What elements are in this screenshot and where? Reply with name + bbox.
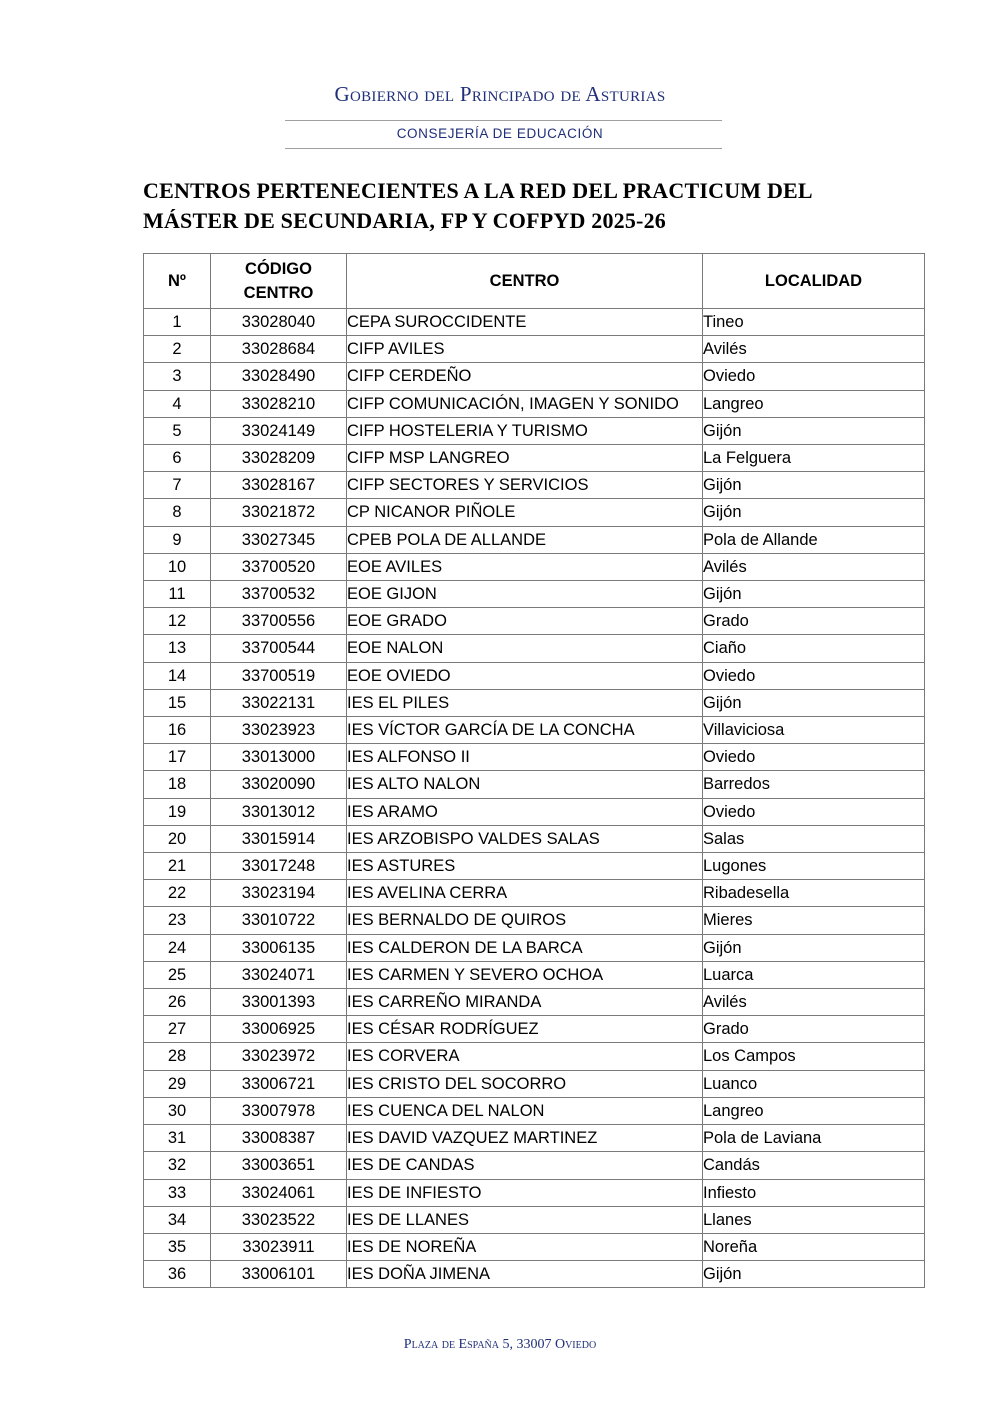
center-code: 33023923	[211, 717, 347, 744]
table-row	[144, 853, 925, 880]
center-locality: Llanes	[703, 1206, 925, 1233]
row-number: 22	[144, 880, 211, 907]
column-header-code	[211, 254, 347, 309]
center-locality: Pola de Allande	[703, 526, 925, 553]
center-locality: Gijón	[703, 472, 925, 499]
center-locality: Ribadesella	[703, 880, 925, 907]
table-row	[144, 417, 925, 444]
center-code: 33007978	[211, 1097, 347, 1124]
row-number: 21	[144, 853, 211, 880]
center-name: CIFP COMUNICACIÓN, IMAGEN Y SONIDO	[347, 390, 703, 417]
table-row	[144, 336, 925, 363]
center-locality: Avilés	[703, 989, 925, 1016]
table-row	[144, 608, 925, 635]
row-number: 17	[144, 744, 211, 771]
center-locality: Oviedo	[703, 662, 925, 689]
row-number: 31	[144, 1125, 211, 1152]
row-number: 12	[144, 608, 211, 635]
center-locality: Langreo	[703, 390, 925, 417]
center-name: IES DE NOREÑA	[347, 1233, 703, 1260]
center-name: IES VÍCTOR GARCÍA DE LA CONCHA	[347, 717, 703, 744]
center-name: CIFP AVILES	[347, 336, 703, 363]
table-row	[144, 635, 925, 662]
center-code: 33700532	[211, 581, 347, 608]
center-name: IES DE INFIESTO	[347, 1179, 703, 1206]
row-number: 11	[144, 581, 211, 608]
department-name: CONSEJERÍA DE EDUCACIÓN	[396, 126, 604, 141]
table-row	[144, 581, 925, 608]
row-number: 9	[144, 526, 211, 553]
center-name: EOE GIJON	[347, 581, 703, 608]
center-code: 33700544	[211, 635, 347, 662]
center-locality: Candás	[703, 1152, 925, 1179]
row-number: 25	[144, 961, 211, 988]
center-locality: Oviedo	[703, 744, 925, 771]
row-number: 3	[144, 363, 211, 390]
center-name: IES ALTO NALON	[347, 771, 703, 798]
table-row	[144, 526, 925, 553]
center-name: IES CÉSAR RODRÍGUEZ	[347, 1016, 703, 1043]
center-code: 33700520	[211, 553, 347, 580]
center-name: CPEB POLA DE ALLANDE	[347, 526, 703, 553]
row-number: 34	[144, 1206, 211, 1233]
center-name: IES CORVERA	[347, 1043, 703, 1070]
table-row	[144, 907, 925, 934]
document-title	[143, 176, 858, 236]
center-code: 33022131	[211, 689, 347, 716]
row-number: 29	[144, 1070, 211, 1097]
center-name: IES CUENCA DEL NALON	[347, 1097, 703, 1124]
center-locality: Mieres	[703, 907, 925, 934]
row-number: 35	[144, 1233, 211, 1260]
center-code: 33027345	[211, 526, 347, 553]
table-row	[144, 771, 925, 798]
center-locality: Grado	[703, 1016, 925, 1043]
center-locality: Ciaño	[703, 635, 925, 662]
row-number: 36	[144, 1261, 211, 1288]
center-code: 33001393	[211, 989, 347, 1016]
header-divider-top	[285, 120, 722, 121]
center-locality: Gijón	[703, 417, 925, 444]
center-code: 33023522	[211, 1206, 347, 1233]
center-locality: Avilés	[703, 336, 925, 363]
document-title-line-2: MÁSTER DE SECUNDARIA, FP Y COFPYD 2025-26	[143, 208, 666, 233]
row-number: 30	[144, 1097, 211, 1124]
center-name: IES CARMEN Y SEVERO OCHOA	[347, 961, 703, 988]
center-code: 33028209	[211, 445, 347, 472]
center-locality: Gijón	[703, 581, 925, 608]
center-locality: Luarca	[703, 961, 925, 988]
center-code: 33013000	[211, 744, 347, 771]
center-name: CIFP CERDEÑO	[347, 363, 703, 390]
center-locality: Noreña	[703, 1233, 925, 1260]
center-code: 33023194	[211, 880, 347, 907]
table-header-row	[144, 254, 925, 309]
center-name: CIFP HOSTELERIA Y TURISMO	[347, 417, 703, 444]
table-row	[144, 1125, 925, 1152]
table-row	[144, 1070, 925, 1097]
document-title-line-1: CENTROS PERTENECIENTES A LA RED DEL PRACTICUM DEL	[143, 178, 813, 203]
table-row	[144, 1152, 925, 1179]
center-code: 33015914	[211, 825, 347, 852]
center-name: IES ARZOBISPO VALDES SALAS	[347, 825, 703, 852]
column-header-code-line-1: CÓDIGO	[245, 260, 312, 278]
center-name: IES ASTURES	[347, 853, 703, 880]
center-code: 33003651	[211, 1152, 347, 1179]
center-locality: Los Campos	[703, 1043, 925, 1070]
center-code: 33006101	[211, 1261, 347, 1288]
row-number: 2	[144, 336, 211, 363]
row-number: 5	[144, 417, 211, 444]
center-name: IES BERNALDO DE QUIROS	[347, 907, 703, 934]
center-name: IES AVELINA CERRA	[347, 880, 703, 907]
center-locality: Gijón	[703, 689, 925, 716]
center-name: IES CARREÑO MIRANDA	[347, 989, 703, 1016]
row-number: 14	[144, 662, 211, 689]
table-row	[144, 961, 925, 988]
center-code: 33700519	[211, 662, 347, 689]
table-row	[144, 1261, 925, 1288]
center-code: 33010722	[211, 907, 347, 934]
table-row	[144, 390, 925, 417]
center-name: CIFP MSP LANGREO	[347, 445, 703, 472]
table-row	[144, 1016, 925, 1043]
table-row	[144, 309, 925, 336]
row-number: 16	[144, 717, 211, 744]
table-row	[144, 363, 925, 390]
center-code: 33028490	[211, 363, 347, 390]
center-code: 33700556	[211, 608, 347, 635]
center-locality: Salas	[703, 825, 925, 852]
center-code: 33028210	[211, 390, 347, 417]
organization-name: Gobierno del Principado de Asturias	[334, 82, 666, 106]
row-number: 7	[144, 472, 211, 499]
center-name: IES DE LLANES	[347, 1206, 703, 1233]
row-number: 19	[144, 798, 211, 825]
center-locality: Gijón	[703, 934, 925, 961]
row-number: 27	[144, 1016, 211, 1043]
center-code: 33028167	[211, 472, 347, 499]
center-name: CIFP SECTORES Y SERVICIOS	[347, 472, 703, 499]
table-row	[144, 825, 925, 852]
table-row	[144, 689, 925, 716]
center-name: IES DE CANDAS	[347, 1152, 703, 1179]
footer-address: Plaza de España 5, 33007 Oviedo	[403, 1337, 597, 1352]
center-name: IES DOÑA JIMENA	[347, 1261, 703, 1288]
row-number: 6	[144, 445, 211, 472]
center-code: 33021872	[211, 499, 347, 526]
row-number: 33	[144, 1179, 211, 1206]
center-name: IES CRISTO DEL SOCORRO	[347, 1070, 703, 1097]
row-number: 13	[144, 635, 211, 662]
row-number: 20	[144, 825, 211, 852]
table-row	[144, 553, 925, 580]
center-code: 33023911	[211, 1233, 347, 1260]
center-code: 33028684	[211, 336, 347, 363]
center-locality: La Felguera	[703, 445, 925, 472]
center-name: EOE GRADO	[347, 608, 703, 635]
center-locality: Luanco	[703, 1070, 925, 1097]
table-body	[144, 309, 925, 1288]
table-row	[144, 717, 925, 744]
center-code: 33024071	[211, 961, 347, 988]
center-code: 33006721	[211, 1070, 347, 1097]
center-locality: Avilés	[703, 553, 925, 580]
center-locality: Gijón	[703, 499, 925, 526]
row-number: 1	[144, 309, 211, 336]
center-locality: Pola de Laviana	[703, 1125, 925, 1152]
table-row	[144, 880, 925, 907]
center-code: 33024061	[211, 1179, 347, 1206]
header-divider-bottom	[285, 148, 722, 149]
center-locality: Villaviciosa	[703, 717, 925, 744]
center-name: IES CALDERON DE LA BARCA	[347, 934, 703, 961]
table-row	[144, 989, 925, 1016]
table-row	[144, 499, 925, 526]
column-header-code-line-2: CENTRO	[243, 284, 314, 302]
center-code: 33028040	[211, 309, 347, 336]
center-name: IES DAVID VAZQUEZ MARTINEZ	[347, 1125, 703, 1152]
center-code: 33008387	[211, 1125, 347, 1152]
table-row	[144, 472, 925, 499]
center-locality: Oviedo	[703, 798, 925, 825]
row-number: 4	[144, 390, 211, 417]
table-row	[144, 1097, 925, 1124]
center-code: 33017248	[211, 853, 347, 880]
center-locality: Gijón	[703, 1261, 925, 1288]
centers-table	[143, 253, 925, 1288]
center-locality: Tineo	[703, 309, 925, 336]
center-locality: Grado	[703, 608, 925, 635]
table-row	[144, 934, 925, 961]
center-code: 33006925	[211, 1016, 347, 1043]
table-row	[144, 1233, 925, 1260]
column-header-number: Nº	[144, 254, 211, 309]
row-number: 23	[144, 907, 211, 934]
row-number: 32	[144, 1152, 211, 1179]
center-name: EOE NALON	[347, 635, 703, 662]
center-code: 33020090	[211, 771, 347, 798]
table-row	[144, 662, 925, 689]
table-row	[144, 1043, 925, 1070]
row-number: 15	[144, 689, 211, 716]
column-header-center: CENTRO	[347, 254, 703, 309]
center-name: IES ALFONSO II	[347, 744, 703, 771]
row-number: 24	[144, 934, 211, 961]
center-name: IES ARAMO	[347, 798, 703, 825]
center-locality: Langreo	[703, 1097, 925, 1124]
center-name: CEPA SUROCCIDENTE	[347, 309, 703, 336]
center-code: 33006135	[211, 934, 347, 961]
center-name: EOE AVILES	[347, 553, 703, 580]
center-code: 33023972	[211, 1043, 347, 1070]
center-name: IES EL PILES	[347, 689, 703, 716]
table-row	[144, 744, 925, 771]
row-number: 28	[144, 1043, 211, 1070]
table-row	[144, 1206, 925, 1233]
center-code: 33024149	[211, 417, 347, 444]
center-name: CP NICANOR PIÑOLE	[347, 499, 703, 526]
center-locality: Lugones	[703, 853, 925, 880]
center-locality: Oviedo	[703, 363, 925, 390]
row-number: 18	[144, 771, 211, 798]
row-number: 26	[144, 989, 211, 1016]
table-row	[144, 798, 925, 825]
center-code: 33013012	[211, 798, 347, 825]
table-row	[144, 445, 925, 472]
row-number: 10	[144, 553, 211, 580]
column-header-locality: LOCALIDAD	[703, 254, 925, 309]
center-name: EOE OVIEDO	[347, 662, 703, 689]
center-locality: Barredos	[703, 771, 925, 798]
table-row	[144, 1179, 925, 1206]
row-number: 8	[144, 499, 211, 526]
center-locality: Infiesto	[703, 1179, 925, 1206]
